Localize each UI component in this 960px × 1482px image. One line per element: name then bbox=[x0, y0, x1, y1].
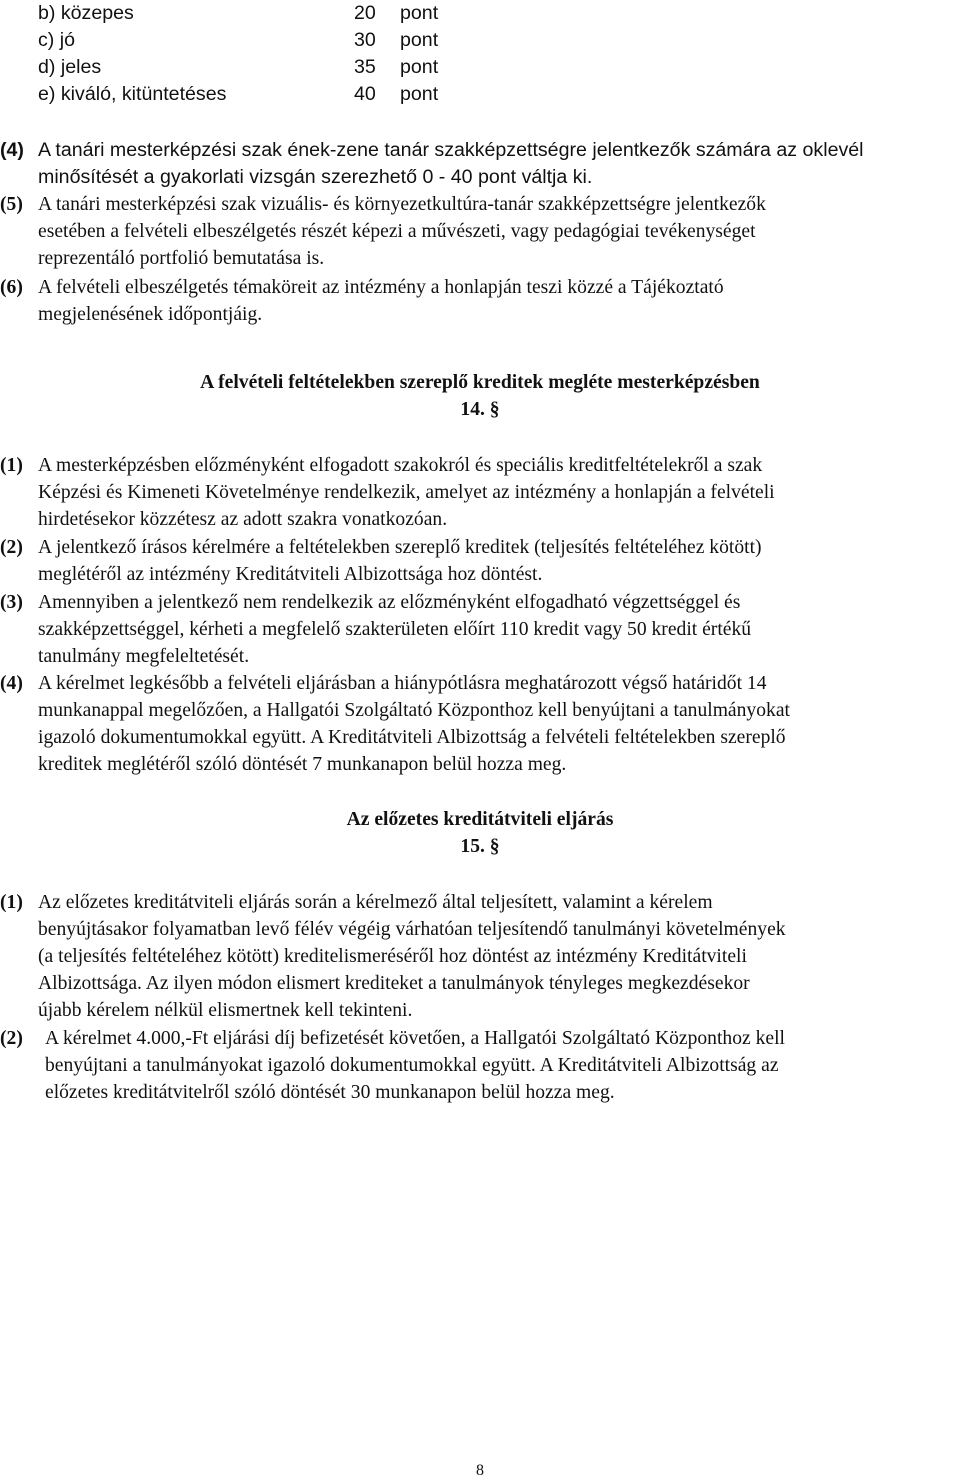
paragraph-text: A felvételi elbeszélgetés témaköreit az intézmény a honlapján teszi közzé a Tájékoztató bbox=[38, 277, 724, 298]
paragraph-number: (2) bbox=[0, 1028, 23, 1049]
paragraph-text: A kérelmet legkésőbb a felvételi eljárásban a hiánypótlásra meghatározott végső határidőt 14 bbox=[38, 673, 767, 694]
paragraph-text: A tanári mesterképzési szak ének-zene tanár szakképzettségre jelentkezők számára az oklevél bbox=[38, 139, 864, 161]
paragraph-line bbox=[0, 137, 960, 164]
grade-label: e) kiváló, kitüntetéses bbox=[38, 83, 227, 105]
paragraph-line: újabb kérelem nélkül elismertnek kell tekinteni. bbox=[38, 1000, 413, 1021]
grade-unit: pont bbox=[400, 56, 439, 78]
grade-label: b) közepes bbox=[38, 2, 134, 24]
paragraph-line: (a teljesítés feltételéhez kötött) kreditelismeréséről hoz döntést az intézmény Kreditátviteli bbox=[38, 946, 747, 967]
section-title: A felvételi feltételekben szereplő kreditek megléte mesterképzésben bbox=[200, 372, 760, 393]
paragraph-number: (1) bbox=[0, 892, 23, 913]
paragraph-text: Amennyiben a jelentkező nem rendelkezik az előzményként elfogadható végzettséggel és bbox=[38, 592, 741, 613]
paragraph-text: A tanári mesterképzési szak vizuális- és környezetkultúra-tanár szakképzettségre jelentkezők bbox=[38, 194, 766, 215]
paragraph-line: esetében a felvételi elbeszélgetés részét képezi a művészeti, vagy pedagógiai tevékenységet bbox=[38, 221, 756, 242]
paragraph-number: (4) bbox=[0, 139, 24, 161]
paragraph-number: (2) bbox=[0, 537, 23, 558]
paragraph-line: megjelenésének időpontjáig. bbox=[38, 304, 263, 325]
grade-points: 35 bbox=[354, 56, 376, 78]
grade-points: 30 bbox=[354, 29, 376, 51]
paragraph-line: kreditek meglétéről szóló döntését 7 munkanapon belül hozza meg. bbox=[38, 754, 567, 775]
paragraph-number: (6) bbox=[0, 277, 23, 298]
paragraph-line: igazoló dokumentumokkal együtt. A Kreditátviteli Albizottság a felvételi feltételekben szereplő bbox=[38, 727, 786, 748]
paragraph-text: A mesterképzésben előzményként elfogadott szakokról és speciális kreditfeltételekről a szak bbox=[38, 455, 763, 476]
grade-unit: pont bbox=[400, 2, 439, 24]
paragraph-number: (1) bbox=[0, 455, 23, 476]
section-paragraph bbox=[0, 1025, 960, 1106]
paragraph-line bbox=[0, 589, 960, 616]
paragraph-line: előzetes kreditátvitelről szóló döntését 30 munkanapon belül hozza meg. bbox=[45, 1082, 615, 1103]
paragraph-text: A jelentkező írásos kérelmére a feltételekben szereplő kreditek (teljesítés feltételéhez kötött) bbox=[38, 537, 762, 558]
paragraph-line: minősítését a gyakorlati vizsgán szerezhető 0 - 40 pont váltja ki. bbox=[38, 166, 593, 188]
paragraph-line: benyújtani a tanulmányokat igazoló dokumentumokkal együtt. A Kreditátviteli Albizottság az bbox=[45, 1055, 779, 1076]
section-paragraph bbox=[0, 452, 960, 533]
paragraph-line bbox=[0, 670, 960, 697]
grade-points: 20 bbox=[354, 2, 376, 24]
paragraph-line: tanulmány megfeleltetését. bbox=[38, 646, 250, 667]
paragraph-line: reprezentáló portfolió bemutatása is. bbox=[38, 248, 325, 269]
paragraph-line: munkanappal megelőzően, a Hallgatói Szolgáltató Központhoz kell benyújtani a tanulmányokat bbox=[38, 700, 790, 721]
paragraph-line bbox=[0, 452, 960, 479]
paragraph-line bbox=[0, 191, 960, 218]
section-paragraph bbox=[0, 534, 960, 588]
paragraph-line bbox=[0, 1025, 960, 1052]
paragraph-line: hirdetésekor közzétesz az adott szakra vonatkozóan. bbox=[38, 509, 448, 530]
grade-label: d) jeles bbox=[38, 56, 102, 78]
paragraph-text: A kérelmet 4.000,-Ft eljárási díj befizetését követően, a Hallgatói Szolgáltató Központhoz kell bbox=[45, 1028, 785, 1049]
paragraph-6 bbox=[0, 274, 960, 328]
section-title: Az előzetes kreditátviteli eljárás bbox=[346, 809, 614, 830]
paragraph-line: benyújtásakor folyamatban levő félév végéig várhatóan teljesítendő tanulmányi követelmények bbox=[38, 919, 786, 940]
paragraph-line: meglétéről az intézmény Kreditátviteli Albizottsága hoz döntést. bbox=[38, 564, 543, 585]
section-paragraph bbox=[0, 889, 960, 1024]
paragraph-5 bbox=[0, 191, 960, 272]
paragraph-line: Albizottsága. Az ilyen módon elismert krediteket a tanulmányok tényleges megkezdésekor bbox=[38, 973, 750, 994]
section-number: 14. § bbox=[460, 399, 500, 420]
grade-label: c) jó bbox=[38, 29, 76, 51]
paragraph-number: (3) bbox=[0, 592, 23, 613]
section-paragraph bbox=[0, 670, 960, 778]
paragraph-line bbox=[0, 534, 960, 561]
paragraph-text: Az előzetes kreditátviteli eljárás során a kérelmező által teljesített, valamint a kérelem bbox=[38, 892, 713, 913]
paragraph-line bbox=[0, 274, 960, 301]
grade-unit: pont bbox=[400, 29, 439, 51]
section-paragraph bbox=[0, 589, 960, 670]
paragraph-4 bbox=[0, 137, 960, 191]
paragraph-number: (4) bbox=[0, 673, 23, 694]
grade-unit: pont bbox=[400, 83, 439, 105]
paragraph-line: szakképzettséggel, kérheti a megfelelő szakterületen előírt 110 kredit vagy 50 kredit értékű bbox=[38, 619, 752, 640]
paragraph-number: (5) bbox=[0, 194, 23, 215]
paragraph-line bbox=[0, 889, 960, 916]
paragraph-line: Képzési és Kimeneti Követelménye rendelkezik, amelyet az intézmény a honlapján a felvételi bbox=[38, 482, 775, 503]
section-number: 15. § bbox=[460, 836, 500, 857]
grade-points: 40 bbox=[354, 83, 376, 105]
page-number: 8 bbox=[476, 1462, 484, 1479]
